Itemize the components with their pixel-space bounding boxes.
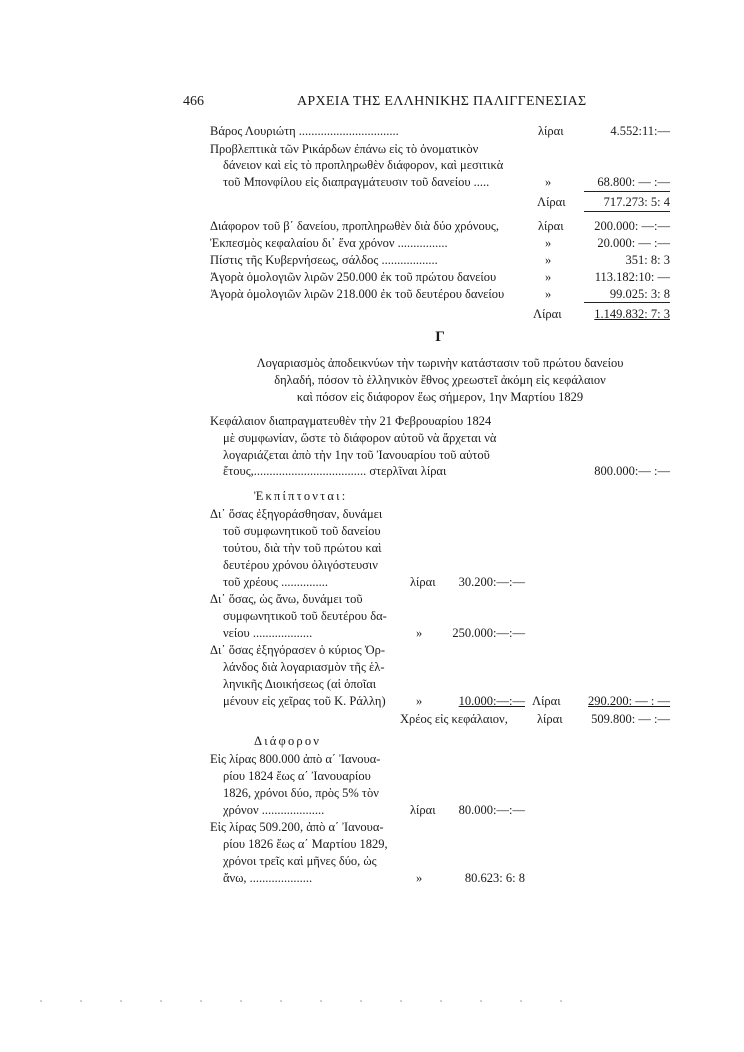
row-amount: 4.552:11:— [610,124,670,138]
section-title-line: δηλαδή, πόσον τὸ ἑλληνικὸν ἔθνος χρεωστεῖ ἀκόμη εἰς κεφάλαιον [274,373,606,387]
item-unit: » [416,626,423,640]
item-line: ρίου 1824 ἕως α΄ Ἰανουαρίου [223,769,371,783]
total-unit: Λίραι [533,307,562,321]
row-unit: » [545,270,552,284]
item-line: Εἰς λίρας 800.000 ἀπὸ α΄ Ἰανουα- [210,752,381,766]
item-line: Δι᾿ ὅσας, ὡς ἄνω, δυνάμει τοῦ [210,592,363,606]
row-text: Ἐκπεσμὸς κεφαλαίου δι᾿ ἕνα χρόνον ................ [210,236,448,250]
deductions-total-unit: Λίραι [532,694,561,708]
item-line: 1826, χρόνοι δύο, πρὸς 5% τὸν [223,786,379,800]
row-amount: 20.000: — :— [597,236,670,250]
item-unit: » [416,871,423,885]
row-unit: » [545,253,552,267]
section-letter: Γ [435,329,445,345]
capital-amount: 800.000:— :— [594,464,670,478]
row-text: Προβλεπτικὰ τῶν Ρικάρδων ἐπάνω εἰς τὸ ὀνοματικὸν [210,142,479,156]
item-unit: λίραι [410,803,436,817]
row-text: Ἀγορὰ ὁμολογιῶν λιρῶν 250.000 ἐκ τοῦ πρώτου δανείου [210,270,497,284]
row-text: Βάρος Λουριώτη ................................ [210,124,399,138]
item-line: νείου ................... [223,626,313,640]
item-amount: 80.000:—:— [458,803,525,817]
deductions-total-amount: 290.200: — : — [588,694,670,708]
row-unit: λίραι [538,124,564,138]
sum-rule [584,302,670,303]
row-amount: 68.800: — :— [597,175,670,189]
item-amount: 30.200:—:— [458,575,525,589]
item-line: δευτέρου χρόνου ὀλιγόστευσιν [223,558,378,572]
row-text: Πίστις τῆς Κυβερνήσεως, σάλδος .................. [210,253,438,267]
deductions-heading: Ἐκπίπτονται: [254,489,348,503]
item-line: τοῦ συμφωνητικοῦ τοῦ δανείου [223,524,381,538]
item-unit: » [416,694,423,708]
item-line: ληνικῆς Διοικήσεως (αἱ ὁποῖαι [223,677,377,691]
item-line: χρόνοι τρεῖς καὶ μῆνες δύο, ὡς [223,854,377,868]
row-unit: » [545,287,552,301]
item-line: Εἰς λίρας 509.200, ἀπὸ α΄ Ἰανουα- [210,820,384,834]
debt-unit: λίραι [537,712,563,726]
total-amount: 1.149.832: 7: 3 [594,307,670,321]
row-text: τοῦ Μπονφίλου εἰς διαπραγμάτευσιν τοῦ δανείου ..... [223,175,490,189]
scan-speckle [40,1000,600,1002]
sum-rule [584,191,670,192]
item-amount: 250.000:—:— [452,626,525,640]
row-amount: 99.025: 3: 8 [609,287,670,301]
item-line: Δι᾿ ὅσας ἐξηγοράσθησαν, δυνάμει [210,507,383,521]
row-amount: 113.182:10: — [594,270,670,284]
row-unit: λίραι [538,219,564,233]
row-unit: » [545,236,552,250]
capital-line: Κεφάλαιον διαπραγματευθὲν τὴν 21 Φεβρουαρίου 1824 [210,414,492,428]
capital-line: λογαριάζεται ἀπὸ τὴν 1ην τοῦ Ἰανουαρίου τοῦ αὐτοῦ [223,448,490,462]
section-title-line: καὶ πόσον εἰς διάφορον ἕως σήμερον, 1ην Μαρτίου 1829 [296,390,584,404]
item-line: τοῦ χρέους ............... [223,575,329,589]
debt-label: Χρέος εἰς κεφάλαιον, [400,712,508,726]
row-unit: » [545,175,552,189]
sum-rule [584,211,670,212]
page-number: 466 [183,94,204,109]
item-line: λάνδος διὰ λογαριασμὸν τῆς ἑλ- [223,660,385,674]
total-amount: 717.273: 5: 4 [603,195,670,209]
item-line: ἄνω, .................... [223,871,313,885]
item-amount: 80.623: 6: 8 [464,871,525,885]
item-line: μένουν εἰς χεῖρας τοῦ Κ. Ράλλη) [223,694,386,708]
debt-amount: 509.800: — :— [591,712,670,726]
item-amount: 10.000:—:— [458,694,525,708]
total-unit: Λίραι [537,195,566,209]
item-unit: λίραι [410,575,436,589]
item-line: ρίου 1826 ἕως α΄ Μαρτίου 1829, [223,837,388,851]
item-line: χρόνον .................... [223,803,325,817]
row-text: δάνειον καὶ εἰς τὸ προπληρωθὲν διάφορον, καὶ μεσιτικὰ [223,158,504,172]
capital-line: ἔτους,.................................... στερλῖναι λίραι [223,464,447,478]
row-amount: 200.000: —:— [594,219,670,233]
running-title: ΑΡΧΕΙΑ ΤΗΣ ΕΛΛΗΝΙΚΗΣ ΠΑΛΙΓΓΕΝΕΣΙΑΣ [297,94,587,109]
item-line: συμφωνητικοῦ τοῦ δευτέρου δα- [223,609,387,623]
row-text: Ἀγορὰ ὁμολογιῶν λιρῶν 218.000 ἐκ τοῦ δευτέρου δανείου [210,287,505,301]
row-amount: 351: 8: 3 [625,253,670,267]
interest-heading: Διάφορον [254,734,322,748]
row-text: Διάφορον τοῦ β΄ δανείου, προπληρωθὲν διὰ δύο χρόνους, [210,219,499,233]
item-line: τούτου, διὰ τὴν τοῦ πρώτου καὶ [223,541,382,555]
capital-line: μὲ συμφωνίαν, ὥστε τὸ διάφορον αὐτοῦ νὰ ἄρχεται νὰ [223,431,497,445]
item-line: Δι᾿ ὅσας ἐξηγόρασεν ὁ κύριος Ὀρ- [210,643,386,657]
section-title-line: Λογαριασμὸς ἀποδεικνύων τὴν τωρινὴν κατάστασιν τοῦ πρώτου δανείου [256,356,624,370]
